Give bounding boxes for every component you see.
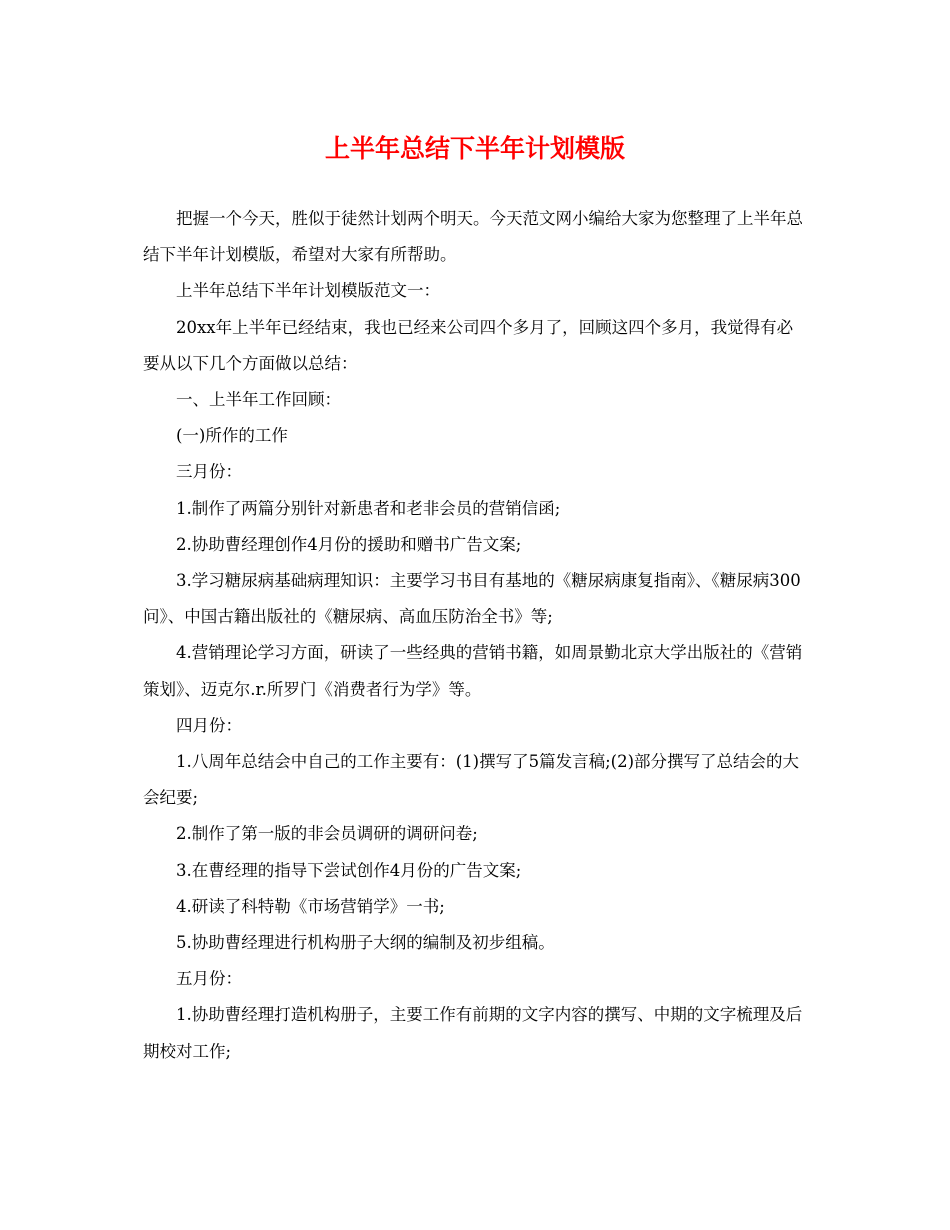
page-title: 上半年总结下半年计划模版 (324, 134, 625, 163)
month-heading-march: 三月份： (176, 462, 242, 482)
paragraph-sample-heading: 上半年总结下半年计划模版范文一： (176, 281, 440, 301)
paragraph-opening: 20xx年上半年已经结束，我也已经来公司四个多月了，回顾这四个多月，我觉得有必要从以下几个方面做以总结： (143, 317, 794, 373)
list-item: 5.协助曹经理进行机构册子大纲的编制及初步组稿。 (176, 933, 555, 953)
list-item: 1.八周年总结会中自己的工作主要有：(1)撰写了5篇发言稿;(2)部分撰写了总结会的大会纪要; (143, 752, 800, 808)
subsection-heading: (一)所作的工作 (176, 426, 288, 446)
document-body (143, 201, 803, 1070)
list-item: 2.协助曹经理创作4月份的援助和赠书广告文案; (176, 534, 522, 554)
list-item: 1.制作了两篇分别针对新患者和老非会员的营销信函; (176, 498, 561, 518)
section-heading: 一、上半年工作回顾： (176, 390, 341, 410)
list-item: 3.学习糖尿病基础病理知识：主要学习书目有基地的《糖尿病康复指南》、《糖尿病300问》、中国古籍出版社的《糖尿病、高血压防治全书》等; (143, 571, 801, 627)
list-item: 4.营销理论学习方面，研读了一些经典的营销书籍，如周景勤北京大学出版社的《营销策划》、迈克尔.r.所罗门《消费者行为学》等。 (143, 643, 803, 699)
month-heading-april: 四月份： (176, 715, 242, 735)
paragraph-intro: 把握一个今天，胜似于徒然计划两个明天。今天范文网小编给大家为您整理了上半年总结下半年计划模版，希望对大家有所帮助。 (143, 209, 803, 265)
list-item: 2.制作了第一版的非会员调研的调研问卷; (176, 824, 478, 844)
month-heading-may: 五月份： (176, 969, 242, 989)
list-item: 3.在曹经理的指导下尝试创作4月份的广告文案; (176, 860, 522, 880)
list-item: 1.协助曹经理打造机构册子，主要工作有前期的文字内容的撰写、中期的文字梳理及后期校对工作; (143, 1005, 803, 1061)
list-item: 4.研读了科特勒《市场营销学》一书; (176, 896, 445, 916)
